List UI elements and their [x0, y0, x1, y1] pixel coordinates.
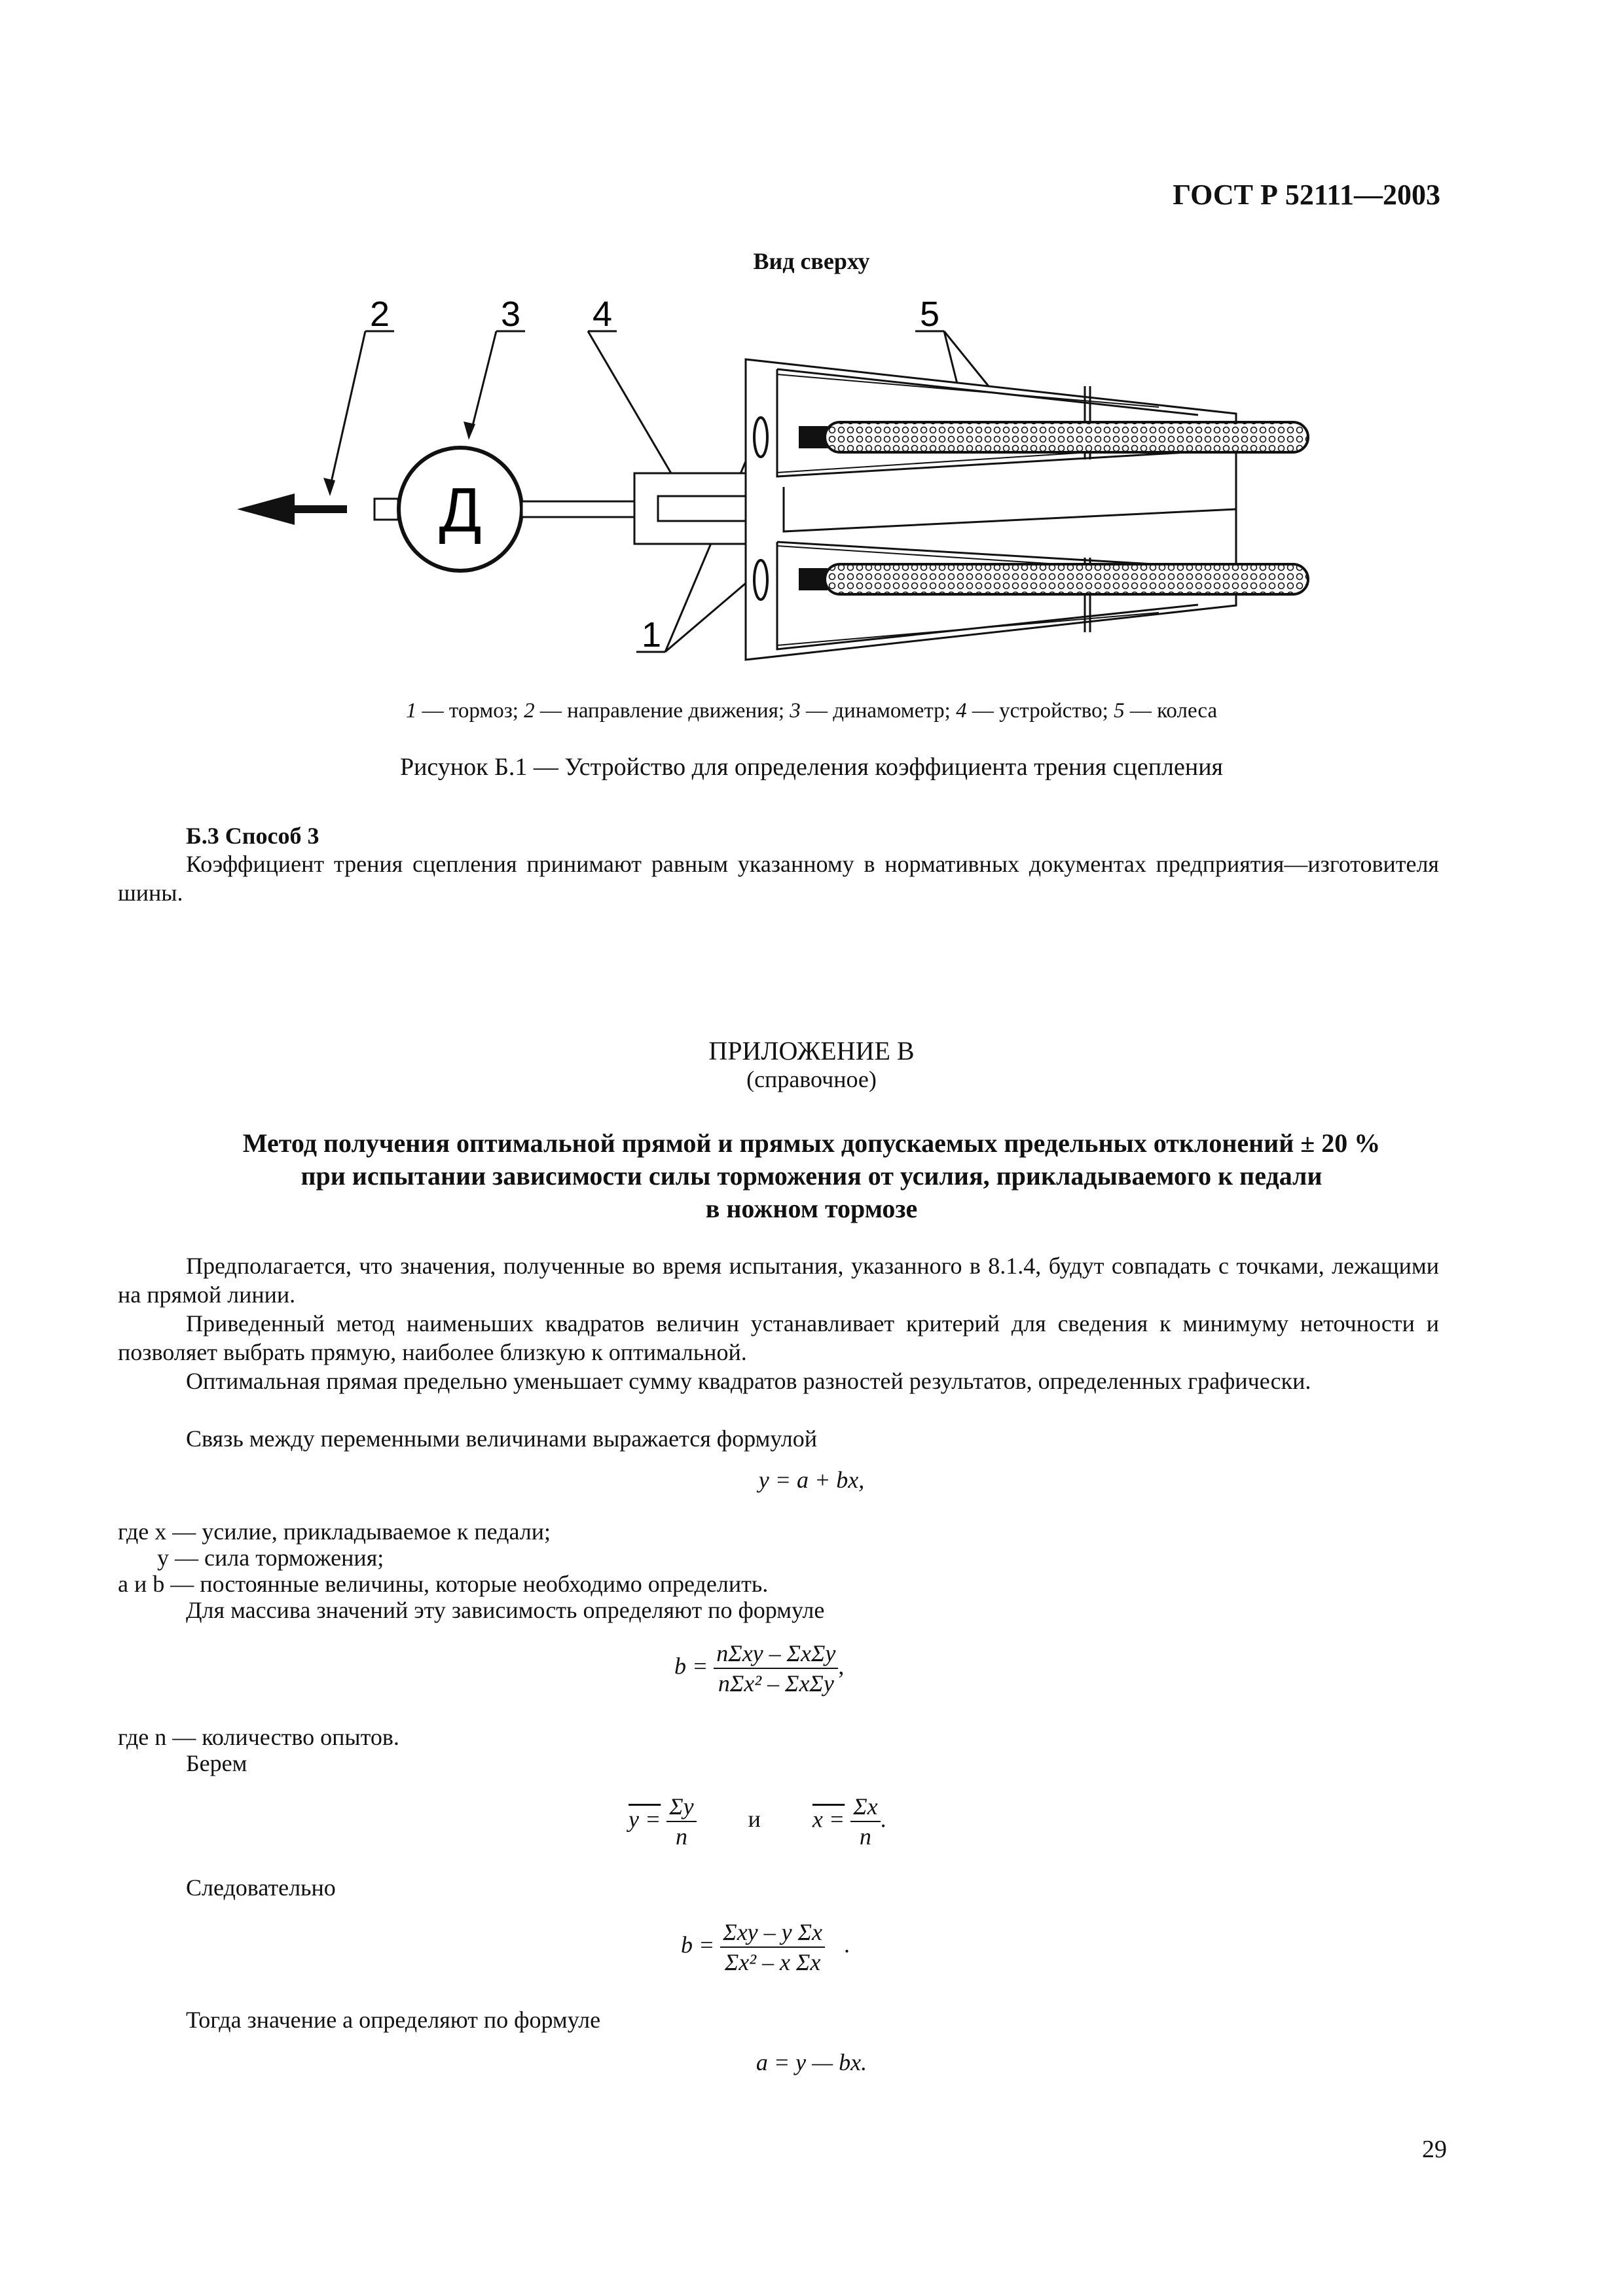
definition-ab: a и b — постоянные величины, которые необходимо определить. [118, 1571, 769, 1597]
paragraph-5: Для массива значений эту зависимость определяют по формуле [186, 1597, 825, 1623]
frame [746, 359, 1236, 660]
dynamometer-letter: Д [439, 475, 482, 545]
mean-y-numerator: Σy [666, 1793, 696, 1822]
paragraph-3: Оптимальная прямая предельно уменьшает сумму квадратов разностей результатов, определенных графически. [186, 1368, 1311, 1394]
figure-legend [0, 699, 1623, 723]
paragraph-2: Приведенный метод наименьших квадратов величин устанавливает критерий для сведения к минимуму неточности и позволяет выбрать прямую, наиболее близкую к оптимальной. [118, 1310, 1439, 1365]
brake-bottom [754, 560, 767, 600]
legend-num-5: 5 [1114, 699, 1125, 723]
brake-top [754, 418, 767, 457]
formula-b-mean-numerator: Σxy – y Σx [720, 1919, 825, 1948]
figure-view-title: Вид сверху [753, 248, 870, 274]
leader-3 [471, 331, 496, 431]
leader-4 [588, 331, 678, 484]
wheel-top [825, 422, 1308, 452]
figure-caption: Рисунок Б.1 — Устройство для определения коэффициента трения сцепления [399, 753, 1224, 781]
direction-arrow [237, 493, 295, 525]
text-then-a: Тогда значение a определяют по формуле [186, 2007, 601, 2033]
mean-and: и [748, 1806, 761, 1833]
legend-num-3: 3 [790, 699, 801, 723]
formula-b-n-tail: , [838, 1653, 845, 1679]
document-code: ГОСТ Р 52111—2003 [1173, 179, 1440, 211]
heading-line-2: при испытании зависимости силы торможения от усилия, прикладываемого к педали [301, 1161, 1322, 1191]
callout-5: 5 [920, 295, 940, 334]
legend-num-4: 4 [956, 699, 967, 723]
section-paragraph: Коэффициент трения сцепления принимают равным указанному в нормативных документах предприятия—изготовителя шины. [118, 851, 1439, 906]
mean-y-denominator: n [675, 1823, 687, 1850]
paragraph-1: Предполагается, что значения, полученные во время испытания, указанного в 8.1.4, будут совпадать с точками, лежащими на прямой линии. [118, 1253, 1439, 1308]
mean-x-lhs: x = [812, 1806, 845, 1833]
formula-b-n-numerator: nΣxy – ΣxΣy [714, 1640, 838, 1669]
formula-b-mean-fraction [720, 1919, 825, 1975]
mean-tail: . [880, 1806, 886, 1833]
formula-linear: y = a + bx, [758, 1467, 865, 1493]
formula-means [629, 1793, 886, 1850]
formula-b-mean-tail: . [844, 1931, 850, 1958]
formula-b-n-lhs: b = [674, 1653, 708, 1679]
formula-b-n-denominator: nΣx² – ΣxΣy [718, 1670, 834, 1696]
formula-b-n [674, 1640, 844, 1696]
paragraph-4: Связь между переменными величинами выражается формулой [186, 1426, 818, 1452]
appendix-subtitle: (справочное) [746, 1066, 877, 1092]
legend-text-3: — динамометр; [800, 699, 957, 723]
leader-2 [330, 331, 365, 488]
legend-text-4: — устройство; [966, 699, 1114, 723]
formula-b-mean-lhs: b = [681, 1931, 715, 1958]
mean-x-denominator: n [859, 1823, 871, 1850]
legend-num-1: 1 [405, 699, 417, 723]
legend-text-1: — тормоз; [416, 699, 524, 723]
mean-x-numerator: Σx [850, 1793, 880, 1822]
appendix-title: ПРИЛОЖЕНИЕ В [708, 1036, 915, 1066]
callout-2: 2 [370, 295, 390, 334]
leader-1b [665, 576, 754, 652]
heading-line-1: Метод получения оптимальной прямой и прямых допускаемых предельных отклонений ± 20 % [242, 1128, 1381, 1158]
definition-y: y — сила торможения; [157, 1545, 384, 1571]
text-take: Берем [186, 1750, 247, 1776]
legend-text-2: — направление движения; [534, 699, 790, 723]
definition-n: где n — количество опытов. [118, 1724, 399, 1750]
page-number: 29 [1422, 2136, 1447, 2163]
figure-drawing [223, 288, 1336, 668]
text-therefore: Следовательно [186, 1874, 336, 1901]
callout-4: 4 [593, 295, 613, 334]
wheel-bottom [825, 564, 1308, 594]
section-heading: Б.3 Способ 3 [186, 823, 319, 849]
mean-x-fraction [850, 1793, 880, 1850]
formula-b-mean-denominator: Σx² – x Σx [724, 1949, 821, 1975]
legend-text-5: — колеса [1124, 699, 1218, 723]
mean-y-fraction [666, 1793, 696, 1850]
mean-y-lhs: y = [629, 1806, 661, 1833]
legend-num-2: 2 [524, 699, 535, 723]
callout-3: 3 [501, 295, 521, 334]
formula-b-mean [681, 1919, 850, 1975]
definition-x: где x — усилие, прикладываемое к педали; [118, 1518, 551, 1545]
formula-a: a = y — bx. [756, 2049, 867, 2075]
heading-line-3: в ножном тормозе [705, 1194, 918, 1223]
callout-1: 1 [642, 615, 662, 655]
formula-b-n-fraction [714, 1640, 838, 1696]
appendix-heading [98, 1127, 1525, 1225]
